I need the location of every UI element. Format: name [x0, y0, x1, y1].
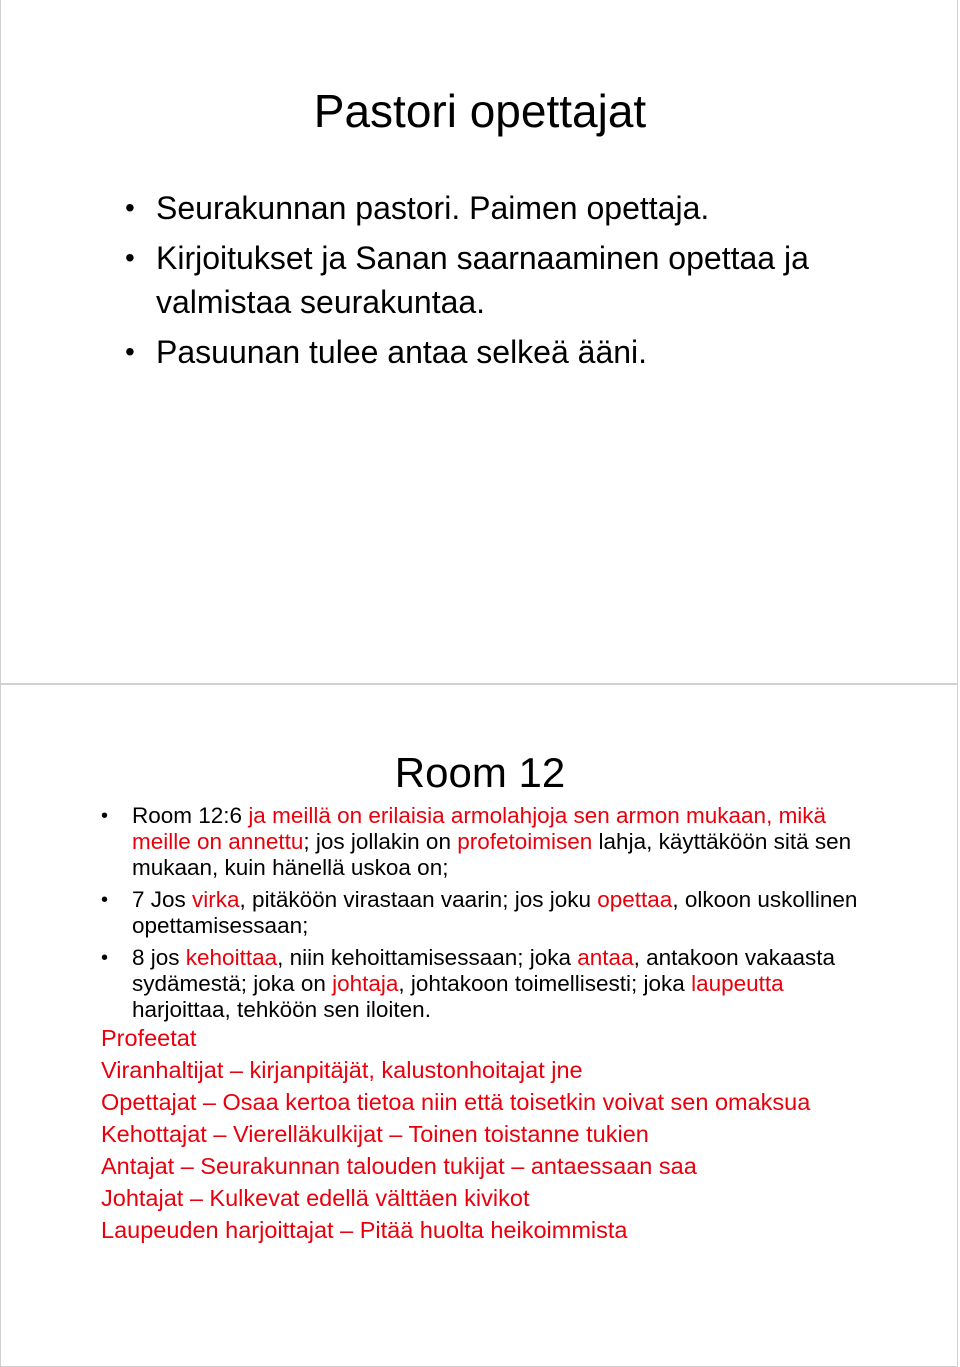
slide-1-title: Pastori opettajat	[313, 85, 647, 137]
verse-text: harjoittaa, tehköön sen iloiten.	[132, 997, 431, 1022]
verse-text: , niin kehoittamisessaan; joka	[277, 945, 578, 970]
role-item: Opettajat – Osaa kertoa tietoa niin että toisetkin voivat sen omaksua	[101, 1089, 811, 1115]
highlighted-text: johtaja	[332, 971, 399, 996]
role-item: Viranhaltijat – kirjanpitäjät, kalustonhoitajat jne	[101, 1057, 583, 1083]
verse-list	[101, 803, 881, 1029]
verse-text: , pitäköön virastaan vaarin; jos joku	[239, 887, 598, 912]
verse-item	[101, 803, 881, 881]
verse-text: lahja, käyttäköön sitä sen mukaan, kuin hänellä uskoa on;	[132, 829, 852, 880]
highlighted-text: profetoimisen	[457, 829, 593, 854]
role-item: Laupeuden harjoittajat – Pitää huolta heikoimmista	[101, 1217, 628, 1243]
bullet-item: • Pasuunan tulee antaa selkeä ääni.	[125, 330, 885, 374]
gift-roles-list	[101, 1025, 901, 1249]
verse-text: Room 12:6	[132, 803, 249, 828]
role-item: Kehottajat – Vierelläkulkijat – Toinen toistanne tukien	[101, 1121, 649, 1147]
verse-text: 8 jos	[132, 945, 186, 970]
slide-1-bullet-list	[125, 186, 885, 380]
verse-text: 7 Jos	[132, 887, 193, 912]
slide-2	[0, 684, 958, 1367]
role-item: Antajat – Seurakunnan talouden tukijat – antaessaan saa	[101, 1153, 697, 1179]
highlighted-text: opettaa	[597, 887, 673, 912]
slide-1	[0, 0, 958, 684]
role-item: Profeetat	[101, 1025, 197, 1051]
highlighted-text: antaa	[577, 945, 634, 970]
verse-item	[101, 887, 881, 939]
highlighted-text: ja meillä on erilaisia armolahjoja sen armon mukaan, mikä meille on annettu	[132, 803, 827, 854]
verse-item	[101, 945, 881, 1023]
verse-text: , olkoon uskollinen opettamisessaan;	[132, 887, 858, 938]
bullet-item: • Seurakunnan pastori. Paimen opettaja.	[125, 186, 885, 230]
role-item: Johtajat – Kulkevat edellä välttäen kivikot	[101, 1185, 530, 1211]
highlighted-text: virka	[192, 887, 240, 912]
highlighted-text: laupeutta	[691, 971, 784, 996]
verse-text: , johtakoon toimellisesti; joka	[398, 971, 692, 996]
bullet-item: • Kirjoitukset ja Sanan saarnaaminen opettaa ja valmistaa seurakuntaa.	[125, 236, 885, 324]
verse-text: ; jos jollakin on	[303, 829, 458, 854]
slide-2-title: Room 12	[394, 749, 566, 796]
highlighted-text: kehoittaa	[185, 945, 278, 970]
verse-text: , antakoon vakaasta sydämestä; joka on	[132, 945, 835, 996]
